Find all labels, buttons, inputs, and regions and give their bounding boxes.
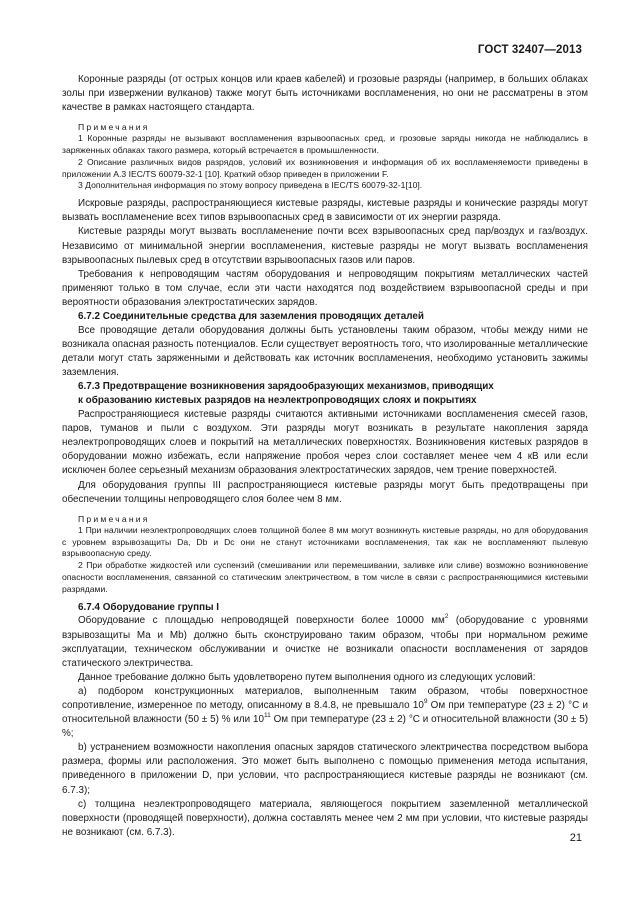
list-item-b: b) устранением возможности накопления опасных зарядов статического электричества посредством выбора размера, формы или расположения. Это может быть выполнено с помощью применения метода испытания, приведенного в приложении D, при условии, что распространяющиеся кистевые разряды не возникают (см. 6.7.3); [62, 742, 588, 796]
paragraph-group-i-equipment: Оборудование с площадью непроводящей поверхности более 10000 $мм^2$ (оборудование с уровнями взрывозащиты Ма и Мb) должно быть сконструировано таким образом, чтобы при нормальном режиме эксплуатации, техническом обслуживании и очистке не возникали опасности воспламенения от зарядов статического электричества. [62, 613, 589, 669]
note-item: 1 При наличии неэлектропроводящих слоев толщиной более 8 мм могут возникнуть кистевые разряды, но для оборудования с уровнем взрывозащиты Da, Db и Dc они не станут источниками воспламенения, так как не воспламеняют пылевую взрывоопасную среду. [62, 524, 588, 559]
paragraph: Кистевые разряды могут вызвать воспламенение почти всех взрывоопасных сред пар/воздух и газ/воздух. Независимо от минимальной энергии воспламенения, кистевые разряды не могут вызвать воспламенения взрывоопасных пылевых сред в отсутствии взрывоопасных газов или паров. [62, 226, 588, 266]
document-code: ГОСТ 32407—2013 [477, 44, 582, 56]
note-item: 1 Коронные разряды не вызывают воспламенения взрывоопасных сред, и грозовые заряды никогда не наблюдались в заряженных облаках такого размера, который встречается в промышленности. [62, 133, 588, 156]
paragraph: Все проводящие детали оборудования должны быть установлены таким образом, чтобы между ними не возникала опасная разность потенциалов. Если существует вероятность того, что изолированные металлические детали могут стать заряженными и действовать как источник воспламенения, необходимо установить зажимы заземления. [62, 324, 588, 379]
page-number: 21 [569, 832, 582, 844]
note-item: 2 При обработке жидкостей или суспензий (смешивании или перемешивании, заливке или сливе) возможно возникновение опасности воспламенения, связанной со статическим электричеством, в том числе в связи с распространяющимися кистевыми разрядами. [62, 560, 588, 594]
paragraph: Для оборудования группы III распространяющиеся кистевые разряды могут быть предотвращены при обеспечении толщины непроводящего слоя более чем 8 мм. [62, 479, 588, 505]
section-heading-6-7-3: 6.7.3 Предотвращение возникновения зарядообразующих механизмов, приводящих [78, 381, 494, 393]
note-item: 3 Дополнительная информация по этому вопросу приведена в IEC/TS 60079-32-1[10]. [78, 180, 423, 191]
paragraph-corona-discharges: Коронные разряды (от острых концов или краев кабелей) и грозовые разряды (например, в больших облаках золы при извержении вулканов) также могут быть источниками воспламенения, но они не рассматрены в этом качестве в рамках настоящего стандарта. [62, 74, 588, 114]
notes-label: Примечания [78, 513, 150, 524]
paragraph: Распространяющиеся кистевые разряды считаются активными источниками воспламенения смесей газов, паров, туманов и пыли с воздухом. Эти разряды могут возникать в результате накопления заряда неэлектропроводящих слоев и покрытий на металлических поверхностях. Возникновения кистевых разрядов в оборудовании можно избежать, если напряжение пробоя через слои составляет менее чем 4 кВ или если исключен более серьезный механизм образования электростатических зарядов, чем трение поверхностей. [62, 409, 588, 477]
page-body [62, 73, 588, 840]
section-heading-6-7-2: 6.7.2 Соединительные средства для заземления проводящих деталей [78, 311, 424, 323]
section-heading-6-7-4: 6.7.4 Оборудование группы I [78, 601, 220, 613]
notes-label: Примечания [78, 122, 150, 133]
paragraph: Требования к непроводящим частям оборудования и непроводящим покрытиям металлических частей применяют только в том случае, если эти части находятся под воздействием взрывоопасной среды и при вероятности образования электростатических зарядов. [62, 268, 588, 308]
paragraph: Данное требование должно быть удовлетворено путем выполнения одного из следующих условий: [78, 671, 536, 683]
list-item-a: а) подбором конструкционных материалов, выполненным таким образом, чтобы поверхностное сопротивление, измеренное по методу, описанному в 8.4.8, не превышало $10^9$ Ом при температуре (23 ± 2) °С и относительной влажности (50 ± 5) % или $10^{11}$ Ом при температуре (23 ± 2) °С и относительной влажности (30 ± 5) %; [62, 685, 588, 740]
paragraph: Искровые разряды, распространяющиеся кистевые разряды, кистевые разряды и конические разряды могут вызвать воспламенение всех типов взрывоопасных сред в зависимости от их энергии разряда. [62, 198, 588, 224]
list-item-c: с) толщина неэлектропроводящего материала, являющегося покрытием заземленной металлической поверхности (проводящей поверхности), должна составлять менее чем 2 мм при условии, что кистевые разряды не возникают (см. 6.7.3). [62, 798, 588, 838]
note-item: 2 Описание различных видов разрядов, условий их возникновения и информация об их воспламеняемости приведены в приложении А.3 IEC/TS 60079-32-1 [10]. Краткий обзор приведен в приложении F. [62, 156, 588, 179]
section-heading-6-7-3-continued: к образованию кистевых разрядов на неэлектропроводящих слоях и покрытиях [78, 395, 477, 407]
